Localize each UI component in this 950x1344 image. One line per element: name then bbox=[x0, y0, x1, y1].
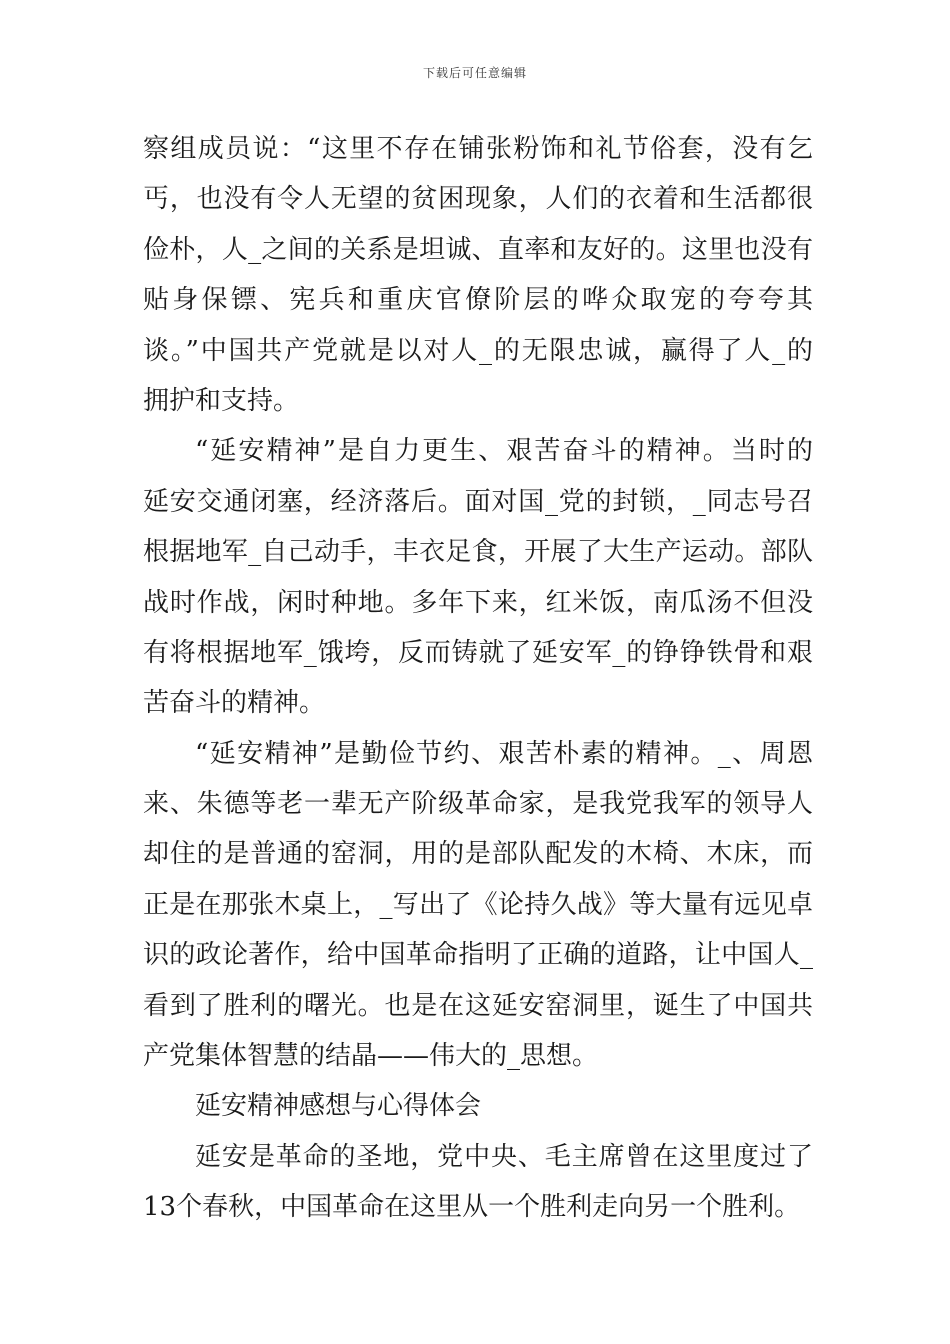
body-text bbox=[143, 124, 813, 1233]
text-line: 延安交通闭塞，经济落后。面对国_党的封锁，_同志号召 bbox=[143, 486, 813, 517]
text-line: 来、朱德等老一辈无产阶级革命家，是我党我军的领导人 bbox=[143, 789, 813, 820]
text-line: 察组成员说：“这里不存在铺张粉饰和礼节俗套，没有乞 bbox=[143, 134, 813, 164]
text-line: “延安精神”是自力更生、艰苦奋斗的精神。当时的 bbox=[195, 436, 813, 467]
text-line: 13个春秋，中国革命在这里从一个胜利走向另一个胜利。 bbox=[143, 1192, 801, 1223]
text-line: 却住的是普通的窑洞，用的是部队配发的木椅、木床，而 bbox=[143, 839, 813, 870]
text-line: 拥护和支持。 bbox=[143, 385, 300, 416]
text-line: 丐，也没有令人无望的贫困现象，人们的衣着和生活都很 bbox=[143, 184, 813, 215]
section-heading: 延安精神感想与心得体会 bbox=[195, 1091, 482, 1122]
text-line: 产党集体智慧的结晶——伟大的_思想。 bbox=[143, 1041, 599, 1072]
text-line: 看到了胜利的曙光。也是在这延安窑洞里，诞生了中国共 bbox=[143, 990, 813, 1021]
text-line: 贴身保镖、宪兵和重庆官僚阶层的哗众取宠的夸夸其 bbox=[143, 285, 813, 316]
text-line: 苦奋斗的精神。 bbox=[143, 688, 326, 719]
text-line: 俭朴，人_之间的关系是坦诚、直率和友好的。这里也没有 bbox=[143, 234, 813, 265]
text-line: 根据地军_自己动手，丰衣足食，开展了大生产运动。部队 bbox=[143, 537, 813, 568]
text-line: 战时作战，闲时种地。多年下来，红米饭，南瓜汤不但没 bbox=[143, 587, 813, 618]
text-line: 识的政论著作，给中国革命指明了正确的道路，让中国人_ bbox=[143, 940, 813, 971]
text-line: 谈。”中国共产党就是以对人_的无限忠诚，赢得了人_的 bbox=[143, 335, 813, 366]
text-line: 正是在那张木桌上，_写出了《论持久战》等大量有远见卓 bbox=[143, 889, 813, 920]
text-line: 有将根据地军_饿垮，反而铸就了延安军_的铮铮铁骨和艰 bbox=[143, 637, 813, 668]
page-header: 下载后可任意编辑 bbox=[422, 66, 527, 80]
text-line: 延安是革命的圣地，党中央、毛主席曾在这里度过了 bbox=[195, 1141, 813, 1172]
text-line: “延安精神”是勤俭节约、艰苦朴素的精神。_、周恩 bbox=[195, 738, 813, 769]
